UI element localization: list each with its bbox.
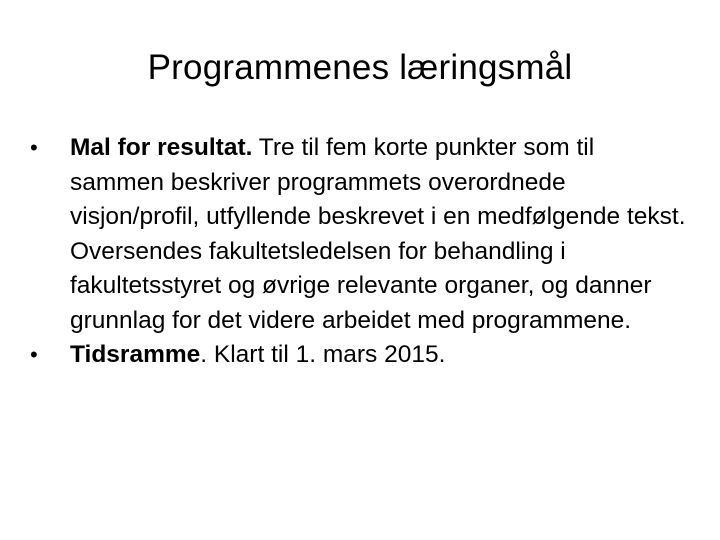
bullet-lead-text: Tidsramme [70, 341, 201, 368]
slide-title: Programmenes læringsmål [147, 48, 573, 87]
bullet-body-text: Tre til fem korte punkter som til sammen beskriver programmets overordnede visjon/profil, utfyllende beskrevet i en medfølgende tekst. Oversendes fakultetsledelsen for behandling i fakultetsstyret og øvrige relevante organer, og danner grunnlag for det videre arbeidet med programmene. [70, 134, 686, 334]
bullet-item-result-template [30, 131, 690, 338]
bullet-body-text: . Klart til 1. mars 2015. [200, 341, 446, 368]
bullet-list [30, 131, 690, 373]
bullet-dot-icon: • [30, 342, 38, 367]
bullet-item-timeframe [30, 338, 690, 373]
bullet-lead-text: Mal for resultat. [70, 134, 253, 161]
bullet-dot-icon: • [30, 135, 38, 160]
